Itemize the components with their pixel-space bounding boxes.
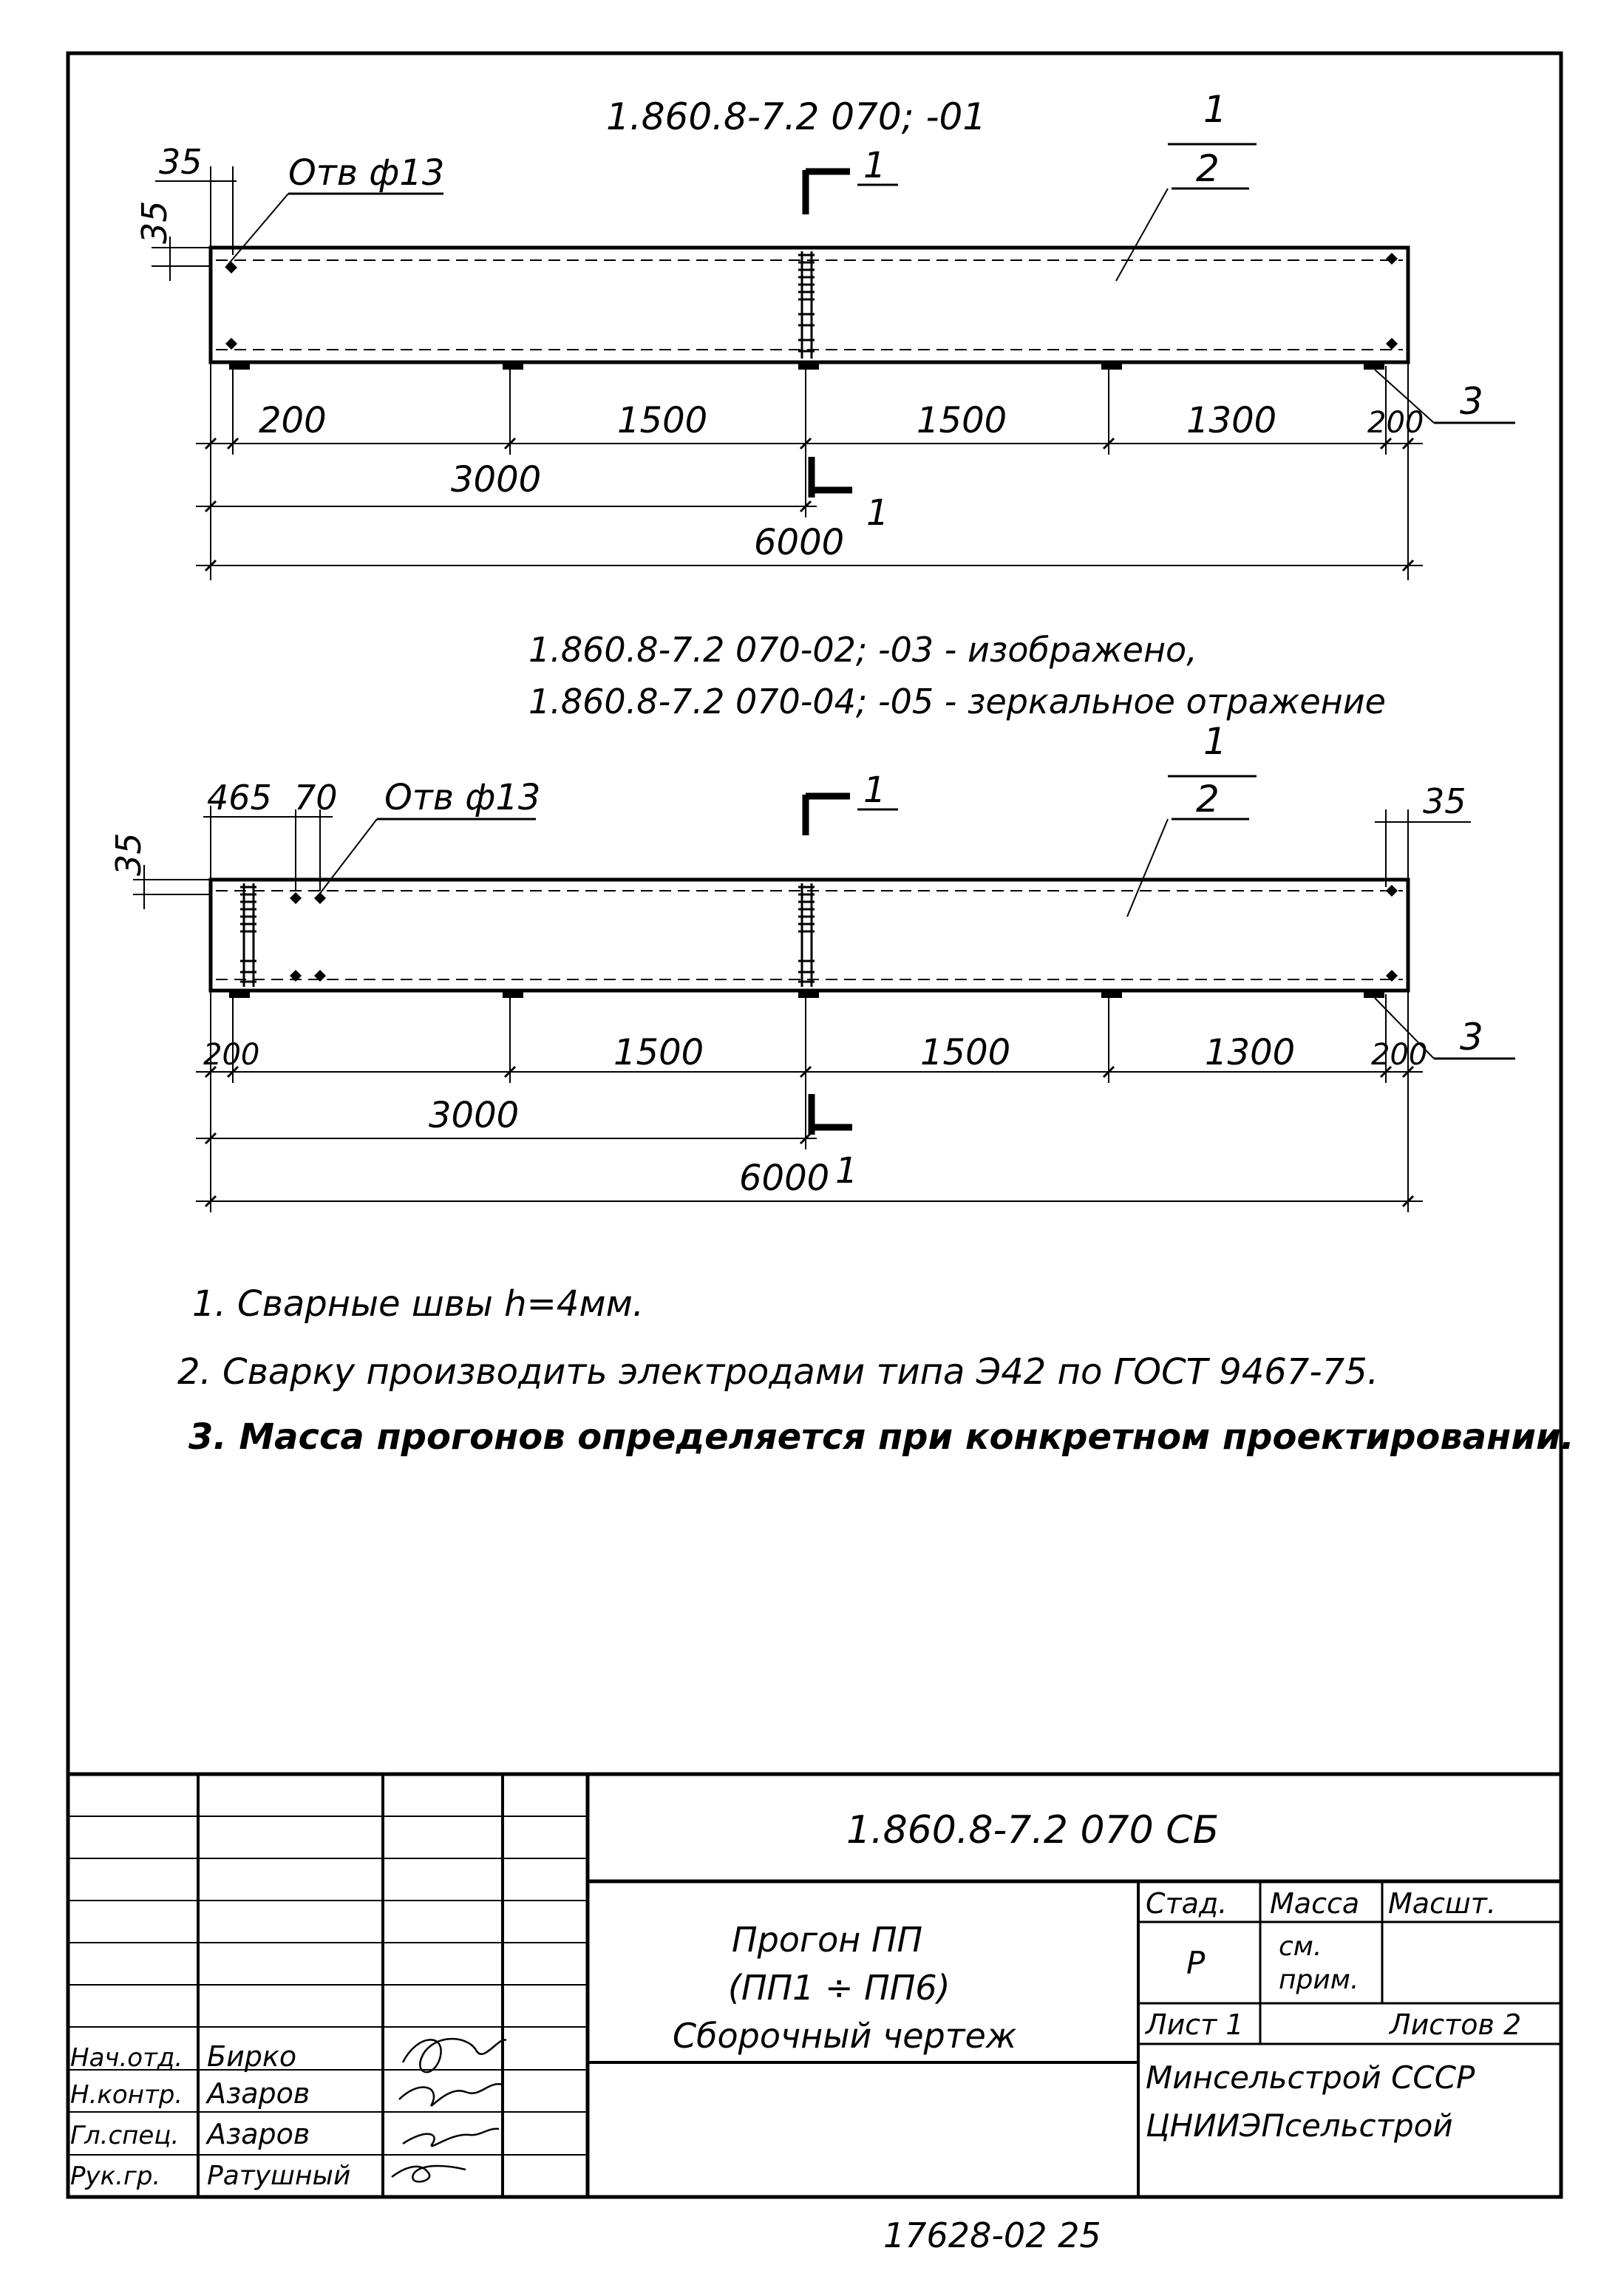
mass-value-1: см.: [1279, 1932, 1322, 1962]
name-2: Азаров: [207, 2077, 310, 2110]
sheets-label: Листов 2: [1390, 2008, 1522, 2041]
hole-markers-2: [290, 885, 1398, 982]
footer-code: 17628-02 25: [883, 2215, 1101, 2255]
name-4: Ратушный: [207, 2161, 351, 2191]
pos-1-label-2: 1: [1203, 720, 1227, 763]
pos-2-label-2: 2: [1196, 778, 1220, 821]
hole-label-2: Отв ф13: [384, 777, 541, 818]
weld-center-2: [798, 883, 815, 987]
note-2: 2. Сварку производить электродами типа Э42 по ГОСТ 9467-75.: [177, 1351, 1378, 1393]
section-mark-top-2: [806, 795, 850, 835]
weld-center-1: [798, 251, 815, 359]
drawing-name-1: Прогон ПП: [732, 1920, 923, 1960]
dim-200-left-2: 200: [203, 1038, 260, 1072]
role-4: Рук.гр.: [70, 2161, 161, 2191]
weld-left-2: [240, 883, 256, 987]
section-mark-bottom-1: [812, 457, 852, 497]
sheet-label: Лист 1: [1146, 2008, 1244, 2041]
dim-1500-b-2: 1500: [920, 1032, 1011, 1073]
org-line-1: Минсельстрой СССР: [1146, 2059, 1475, 2096]
dim-70-2: 70: [294, 778, 338, 818]
dim-3000-1: 3000: [451, 459, 542, 500]
dim-35-top-1: 35: [159, 142, 203, 182]
drawing2-title-1: 1.860.8-7.2 070-02; -03 - изображено,: [528, 630, 1197, 670]
drawing-code: 1.860.8-7.2 070 СБ: [846, 1808, 1220, 1852]
drawing-1: [135, 88, 1515, 580]
pos-3-label-1: 3: [1460, 380, 1483, 423]
section-label-bottom-2: 1: [835, 1150, 858, 1192]
pos-3-label-2: 3: [1460, 1016, 1483, 1059]
dim-1300-1: 1300: [1186, 400, 1277, 441]
note-3: 3. Масса прогонов определяется при конкретном проектировании.: [188, 1416, 1574, 1458]
section-mark-bottom-2: [812, 1094, 852, 1135]
dim-1500-a-2: 1500: [613, 1032, 704, 1073]
drawing1-title: 1.860.8-7.2 070; -01: [606, 95, 987, 138]
role-2: Н.контр.: [70, 2080, 183, 2110]
name-1: Бирко: [207, 2040, 297, 2073]
section-mark-top-1: [806, 170, 850, 214]
dim-200-right-1: 200: [1367, 406, 1424, 440]
section-label-bottom-1: 1: [866, 492, 889, 534]
section-label-top-2: 1: [863, 770, 886, 811]
drawing-name-3: Сборочный чертеж: [673, 2016, 1017, 2056]
dim-1500-a-1: 1500: [617, 400, 708, 441]
drawing-name-2: (ПП1 ÷ ПП6): [728, 1968, 951, 2008]
drawing2-title-2: 1.860.8-7.2 070-04; -05 - зеркальное отражение: [528, 682, 1386, 721]
notes: [177, 1283, 1574, 1458]
hole-label-1: Отв ф13: [288, 152, 445, 194]
dim-35-side-1: 35: [135, 200, 174, 244]
role-1: Нач.отд.: [70, 2043, 183, 2073]
role-3: Гл.спец.: [70, 2121, 180, 2150]
pos-1-label: 1: [1203, 88, 1227, 131]
dim-35-side-2: 35: [109, 832, 149, 876]
dim-6000-2: 6000: [739, 1158, 830, 1199]
beam-2: [211, 880, 1408, 991]
dim-35-right-2: 35: [1423, 781, 1466, 821]
dim-200-right-2: 200: [1371, 1038, 1428, 1072]
section-label-top-1: 1: [863, 145, 886, 186]
col-stage: Стад.: [1146, 1887, 1228, 1920]
signatures: [392, 2039, 506, 2181]
dim-465-2: 465: [207, 778, 272, 818]
dim-1500-b-1: 1500: [917, 400, 1007, 441]
dim-6000-1: 6000: [754, 522, 845, 563]
col-mass: Масса: [1270, 1887, 1360, 1920]
dim-200-left-1: 200: [259, 400, 327, 441]
name-3: Азаров: [207, 2118, 310, 2150]
mass-value-2: прим.: [1279, 1965, 1359, 1995]
stage-value: Р: [1186, 1945, 1206, 1981]
beam-1: [211, 248, 1408, 362]
dim-1300-2: 1300: [1205, 1032, 1296, 1073]
org-line-2: ЦНИИЭПсельстрой: [1146, 2108, 1453, 2144]
pos-2-label: 2: [1196, 147, 1220, 190]
col-scale: Масшт.: [1388, 1887, 1496, 1920]
drawing-2: [109, 630, 1515, 1212]
note-1: 1. Сварные швы h=4мм.: [192, 1283, 645, 1325]
dim-3000-2: 3000: [429, 1095, 520, 1136]
